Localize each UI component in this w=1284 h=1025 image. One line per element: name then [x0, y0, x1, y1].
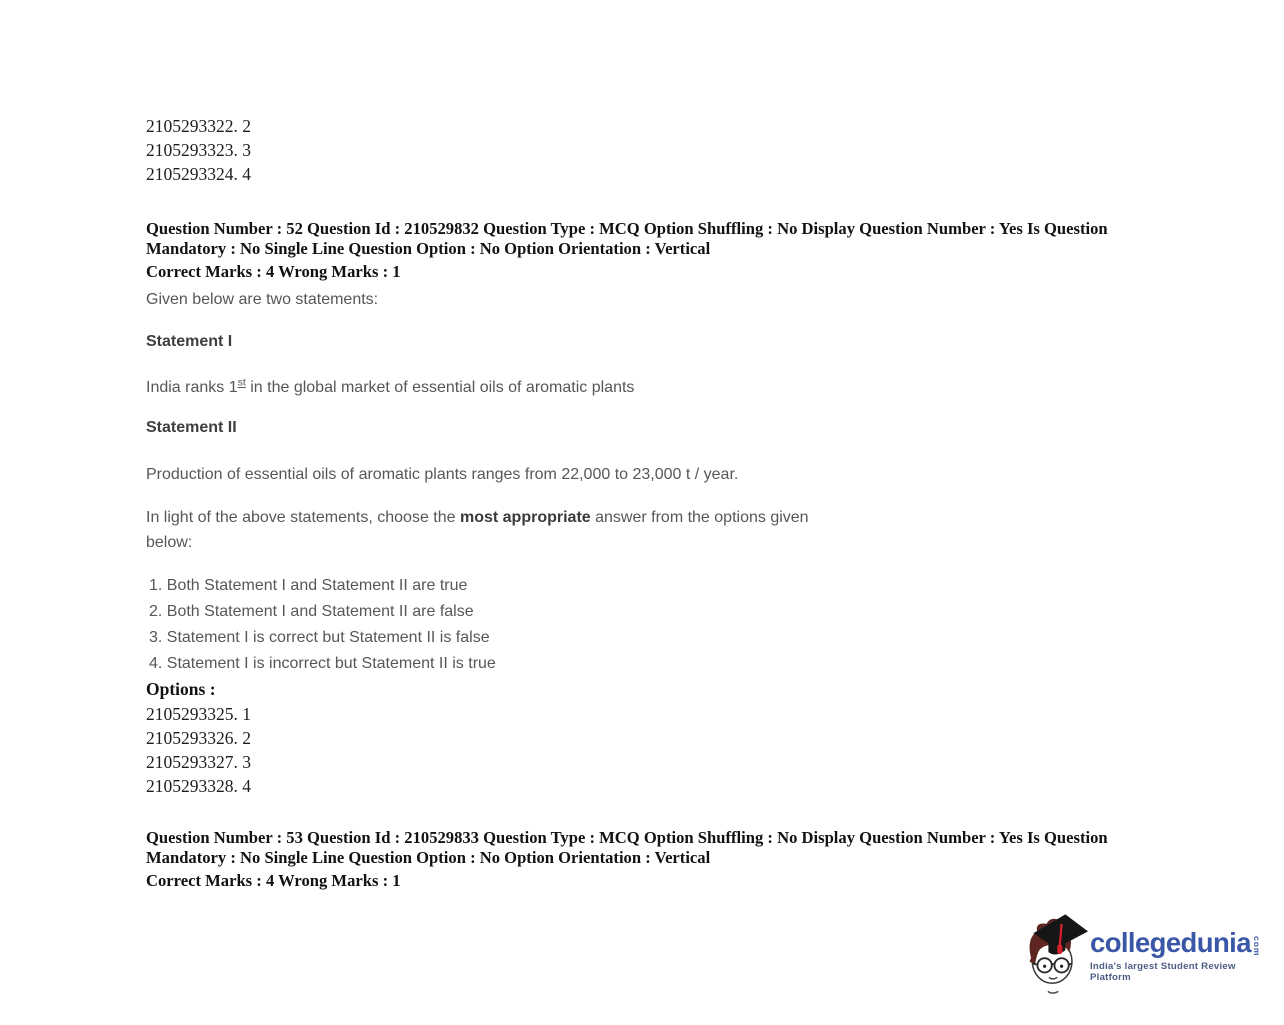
statement-1-text-post: in the global market of essential oils of aromatic plants [245, 379, 635, 396]
closing-instruction-line-1 [146, 505, 809, 530]
collegedunia-tld: com [1251, 936, 1262, 957]
question-53-marks: Correct Marks : 4 Wrong Marks : 1 [146, 871, 401, 890]
option-id-line: 2105293327. 3 [146, 752, 251, 772]
statement-1-text [146, 375, 634, 400]
option-id-line: 2105293322. 2 [146, 116, 251, 136]
closing-pre: In light of the above statements, choose the [146, 509, 460, 526]
collegedunia-brand-name: collegedunia [1090, 927, 1251, 958]
statement-2-text: Production of essential oils of aromatic plants ranges from 22,000 to 23,000 t / year. [146, 466, 739, 483]
question-53-header-line-2: Mandatory : No Single Line Question Option : No Option Orientation : Vertical [146, 847, 711, 867]
answer-choice-list [149, 573, 496, 677]
question-53-header [146, 828, 1108, 867]
answer-choice-2: 2. Both Statement I and Statement II are false [149, 603, 474, 620]
option-id-line: 2105293325. 1 [146, 704, 251, 724]
closing-bold: most appropriate [459, 509, 591, 526]
closing-post: answer from the options given [590, 509, 809, 526]
option-id-line: 2105293328. 4 [146, 776, 251, 796]
statement-2-label: Statement II [146, 419, 237, 436]
collegedunia-mascot-icon [1022, 906, 1088, 1002]
options-label: Options : [146, 679, 216, 699]
collegedunia-logo-text [1090, 928, 1262, 983]
statement-1-label: Statement I [146, 333, 233, 350]
option-id-line: 2105293324. 4 [146, 164, 251, 184]
collegedunia-logo [1022, 906, 1262, 1006]
question-52-option-id-list [146, 702, 251, 798]
question-52-header [146, 219, 1108, 258]
previous-option-id-list [146, 114, 251, 186]
question-52-intro: Given below are two statements: [146, 291, 379, 308]
answer-choice-4: 4. Statement I is incorrect but Statement II is true [149, 655, 496, 672]
option-id-line: 2105293326. 2 [146, 728, 251, 748]
question-52-header-line-2: Mandatory : No Single Line Question Option : No Option Orientation : Vertical [146, 238, 711, 258]
collegedunia-tagline: India's largest Student Review Platform [1090, 961, 1236, 983]
answer-choice-1: 1. Both Statement I and Statement II are true [149, 577, 468, 594]
answer-choice-3: 3. Statement I is correct but Statement II is false [149, 629, 490, 646]
statement-1-text-pre: India ranks 1 [146, 379, 238, 396]
closing-instruction-line-2: below: [146, 534, 193, 551]
option-id-line: 2105293323. 3 [146, 140, 251, 160]
question-52-marks: Correct Marks : 4 Wrong Marks : 1 [146, 262, 401, 281]
question-52-header-line-1: Question Number : 52 Question Id : 210529832 Question Type : MCQ Option Shuffling : No Display Question Number : Yes Is Question [146, 219, 1108, 238]
statement-1-superscript: st [237, 376, 246, 389]
question-53-header-line-1: Question Number : 53 Question Id : 210529833 Question Type : MCQ Option Shuffling : No Display Question Number : Yes Is Question [146, 828, 1108, 847]
